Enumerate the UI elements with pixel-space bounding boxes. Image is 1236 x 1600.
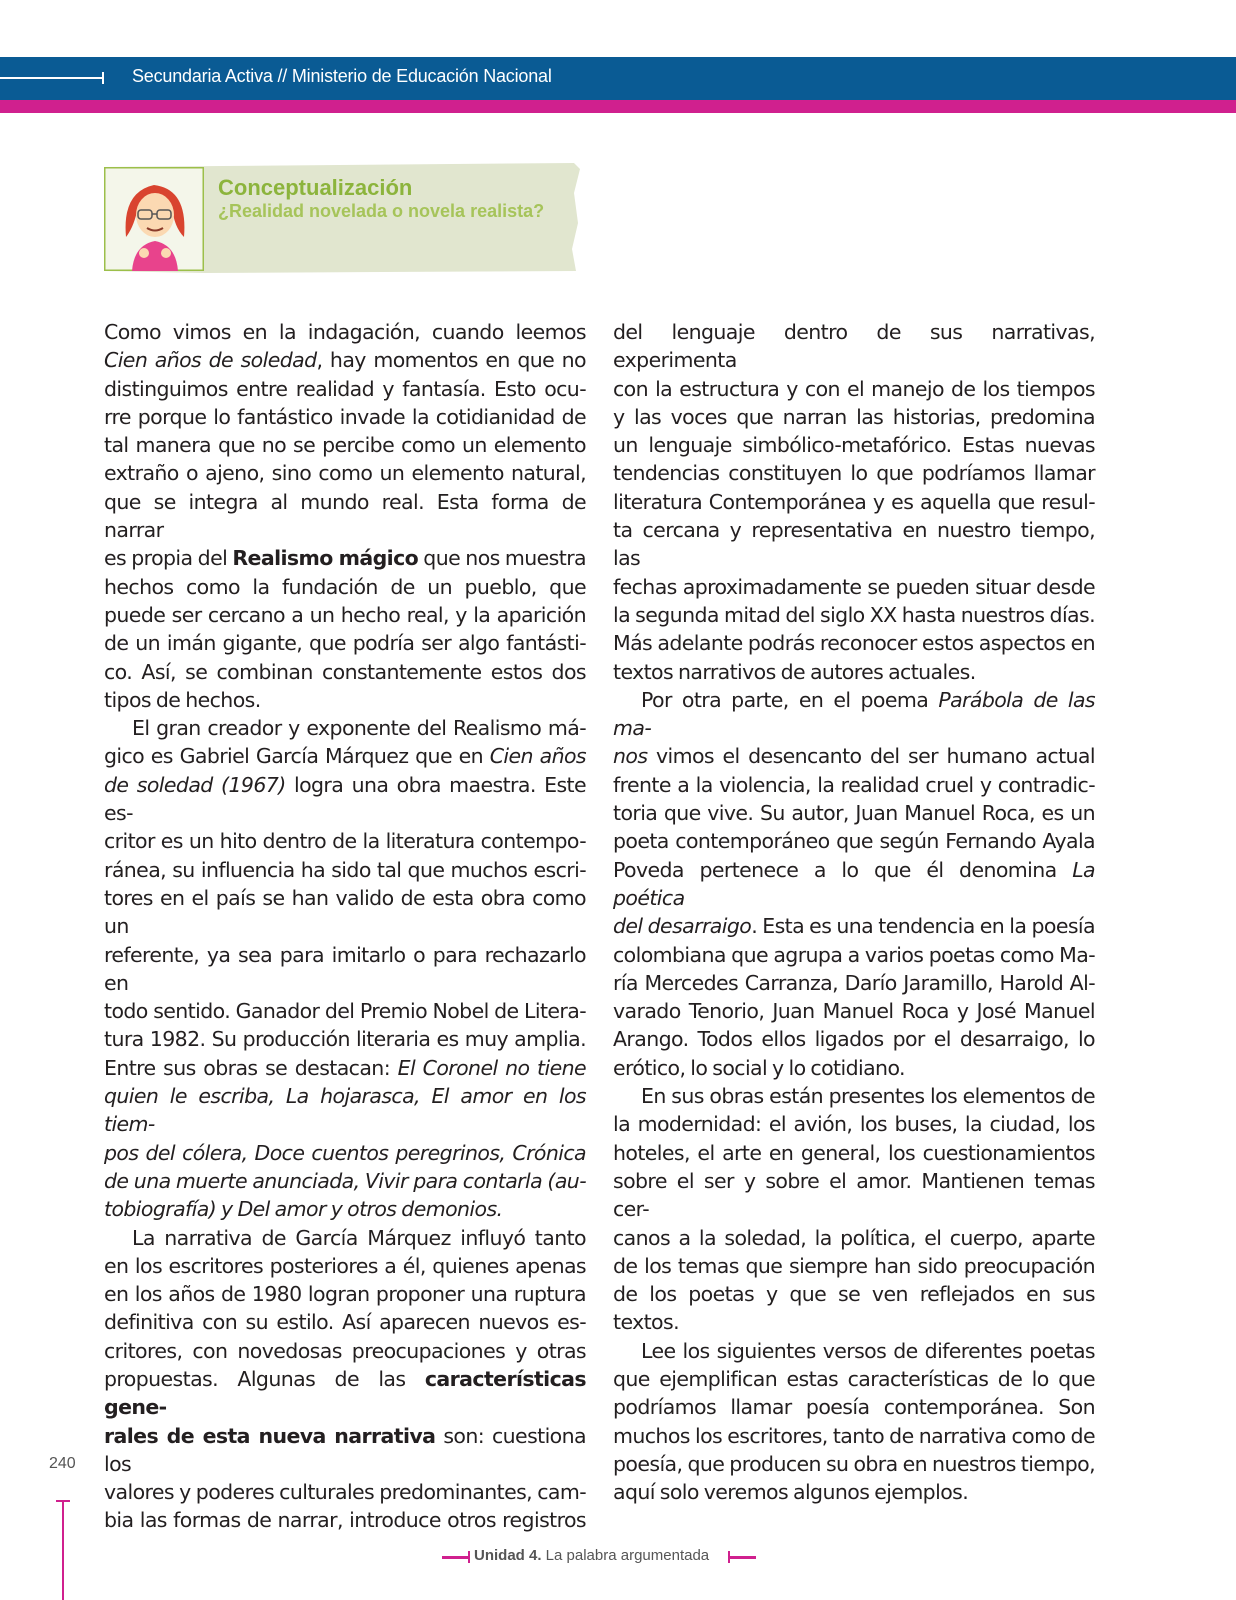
text-line: valores y poderes culturales predominantes, cam- — [104, 1480, 586, 1505]
right-column — [613, 318, 1095, 1506]
text-line: Poveda pertenece a lo que él denomina La poética — [613, 857, 1095, 910]
text-line: colombiana que agrupa a varios poetas como Ma- — [613, 942, 1095, 967]
footer-rule-left — [442, 1556, 470, 1559]
text-line: la modernidad: el avión, los buses, la ciudad, los — [613, 1112, 1095, 1137]
text-line: de soledad (1967) logra una obra maestra. Este es- — [104, 772, 586, 826]
text-line: bia las formas de narrar, introduce otros registros — [104, 1508, 586, 1533]
text-line: en los escritores posteriores a él, quienes apenas — [104, 1253, 586, 1278]
text-line: ría Mercedes Carranza, Darío Jaramillo, Harold Al- — [613, 970, 1095, 995]
text-line: La narrativa de García Márquez influyó tanto — [132, 1225, 586, 1250]
margin-tick — [56, 1500, 70, 1502]
text-line: del lenguaje dentro de sus narrativas, experimenta — [613, 320, 1095, 373]
text-line: de un imán gigante, que podría ser algo fantásti- — [104, 631, 586, 656]
text-line: y las voces que narran las historias, predomina — [613, 404, 1095, 429]
text-line: En sus obras están presentes los elementos de — [641, 1084, 1095, 1109]
header-tick — [102, 72, 104, 84]
text-line: Entre sus obras se destacan: El Coronel no tiene — [104, 1055, 586, 1080]
text-line: tobiografía) y Del amor y otros demonios. — [104, 1197, 503, 1222]
text-line: varado Tenorio, Juan Manuel Roca y José Manuel — [613, 999, 1095, 1024]
text-line: podríamos llamar poesía contemporánea. Son — [613, 1395, 1095, 1420]
text-line: Arango. Todos ellos ligados por el desarraigo, lo — [613, 1027, 1095, 1052]
text-line: hoteles, el arte en general, los cuestionamientos — [613, 1140, 1095, 1165]
text-line: de los poetas y que se ven reflejados en sus textos. — [613, 1282, 1095, 1335]
text-line: frente a la violencia, la realidad cruel y contradic- — [613, 772, 1095, 797]
text-line: extraño o ajeno, sino como un elemento natural, — [104, 461, 586, 486]
header-stripe — [0, 100, 1236, 113]
text-line: aquí solo veremos algunos ejemplos. — [613, 1480, 969, 1505]
text-line: Como vimos en la indagación, cuando leemos — [104, 320, 586, 344]
text-line: tipos de hechos. — [104, 687, 261, 712]
text-line: quien le escriba, La hojarasca, El amor en los tiem- — [104, 1084, 586, 1137]
text-line: Más adelante podrás reconocer estos aspectos en — [613, 631, 1095, 656]
text-line: literatura Contemporánea y es aquella que resul- — [613, 489, 1095, 514]
footer-tick-right — [728, 1551, 730, 1563]
text-line: rre porque lo fantástico invade la cotidianidad de — [104, 404, 586, 429]
section-banner — [104, 163, 586, 275]
unit-label: Unidad 4. — [474, 1547, 542, 1564]
banner-subtitle: ¿Realidad novelada o novela realista? — [218, 201, 545, 221]
banner-title: Conceptualización — [218, 175, 413, 200]
footer-rule-right — [728, 1556, 756, 1559]
text-line: muchos los escritores, tanto de narrativa como de — [613, 1423, 1095, 1448]
teacher-avatar-icon — [104, 167, 204, 271]
text-line: nos vimos el desencanto del ser humano actual — [613, 744, 1095, 769]
text-line: con la estructura y con el manejo de los tiempos — [613, 376, 1095, 401]
text-line: canos a la soledad, la política, el cuerpo, aparte — [613, 1225, 1095, 1250]
text-line: tal manera que no se percibe como un elemento — [104, 433, 586, 458]
text-line: de una muerte anunciada, Vivir para contarla (au- — [104, 1168, 586, 1193]
book-title: Cien años de soledad — [104, 348, 317, 373]
text-line: El gran creador y exponente del Realismo má- — [132, 716, 586, 741]
text-line: distinguimos entre realidad y fantasía. Esto ocu- — [104, 376, 586, 401]
text-line: poesía, que producen su obra en nuestros tiempo, — [613, 1451, 1095, 1476]
text-line: co. Así, se combinan constantemente estos dos — [104, 659, 586, 684]
text-line: tendencias constituyen lo que podríamos llamar — [613, 461, 1095, 486]
text-line: que se integra al mundo real. Esta forma de narrar — [104, 489, 586, 543]
text-line: puede ser cercano a un hecho real, y la aparición — [104, 602, 586, 627]
text-line: propuestas. Algunas de las características gene- — [104, 1366, 586, 1420]
header-rule — [0, 77, 104, 79]
margin-rule — [62, 1500, 64, 1600]
text-line: critor es un hito dentro de la literatura contempo- — [104, 829, 586, 854]
key-term: Realismo mágico — [232, 546, 419, 571]
text-line: textos narrativos de autores actuales. — [613, 659, 976, 684]
text-line: hechos como la fundación de un pueblo, que — [104, 574, 586, 599]
text-line: que ejemplifican estas características de lo que — [613, 1366, 1095, 1391]
text-line: erótico, lo social y lo cotidiano. — [613, 1055, 905, 1080]
text-line: Lee los siguientes versos de diferentes poetas — [641, 1338, 1095, 1363]
footer — [440, 1545, 760, 1569]
unit-title: La palabra argumentada — [541, 1547, 710, 1564]
text-line: gico es Gabriel García Márquez que en Cien años — [104, 744, 586, 769]
text-line: de los temas que siempre han sido preocupación — [613, 1253, 1095, 1278]
text-line: Cien años de soledad, hay momentos en que no — [104, 348, 586, 373]
text-line: rales de esta nueva narrativa son: cuestiona los — [104, 1423, 586, 1476]
header-title: Secundaria Activa // Ministerio de Educación Nacional — [132, 66, 552, 86]
footer-tick-left — [468, 1551, 470, 1563]
footer-unit — [474, 1547, 709, 1564]
text-line: del desarraigo. Esta es una tendencia en la poesía — [613, 914, 1095, 939]
page-number: 240 — [49, 1455, 76, 1472]
left-column — [104, 318, 586, 1535]
text-line: ránea, su influencia ha sido tal que muchos escri- — [104, 857, 586, 882]
text-line: fechas aproximadamente se pueden situar desde — [613, 574, 1095, 599]
text-line: toria que vive. Su autor, Juan Manuel Roca, es un — [613, 801, 1095, 826]
text-line: referente, ya sea para imitarlo o para rechazarlo en — [104, 942, 586, 995]
text-line: en los años de 1980 logran proponer una ruptura — [104, 1282, 586, 1307]
text-line: es propia del Realismo mágico que nos muestra — [104, 546, 586, 571]
text-line: critores, con novedosas preocupaciones y otras — [104, 1338, 586, 1363]
text-line: poeta contemporáneo que según Fernando Ayala — [613, 829, 1095, 854]
text-line: todo sentido. Ganador del Premio Nobel de Litera- — [104, 999, 586, 1024]
text-line: la segunda mitad del siglo XX hasta nuestros días. — [613, 602, 1095, 627]
text-line: tores en el país se han valido de esta obra como un — [104, 885, 586, 939]
text-line: pos del cólera, Doce cuentos peregrinos, Crónica — [104, 1140, 586, 1165]
text-line: tura 1982. Su producción literaria es muy amplia. — [104, 1027, 586, 1052]
text-line: un lenguaje simbólico-metafórico. Estas nuevas — [613, 433, 1095, 458]
text-line: Por otra parte, en el poema Parábola de las ma- — [613, 687, 1095, 741]
text-line: sobre el ser y sobre el amor. Mantienen temas cer- — [613, 1168, 1095, 1222]
text-line: ta cercana y representativa en nuestro tiempo, las — [613, 518, 1095, 571]
text-line: definitiva con su estilo. Así aparecen nuevos es- — [104, 1310, 586, 1335]
